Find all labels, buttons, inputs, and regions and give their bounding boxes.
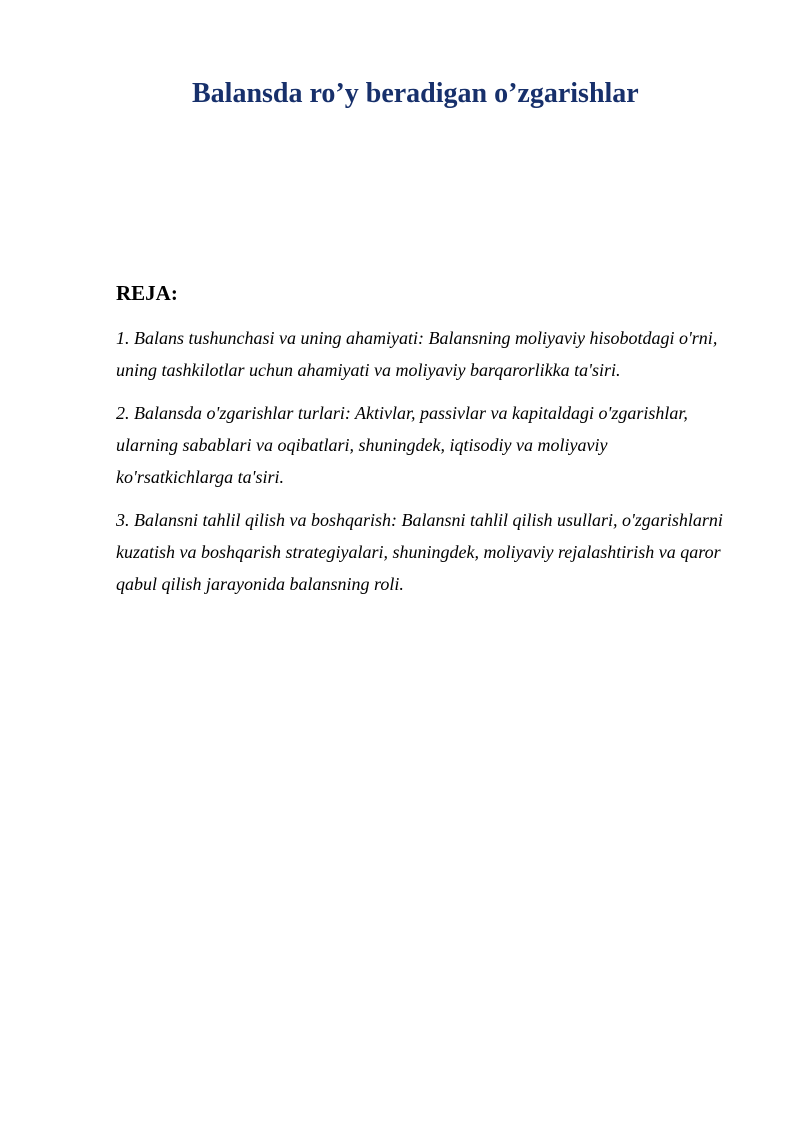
plan-heading: REJA: <box>116 281 178 305</box>
plan-item-1: 1. Balans tushunchasi va uning ahamiyati: Balansning moliyaviy hisobotdagi o'rni, uning tashkilotlar uchun ahamiyati va moliyaviy barqarorlikka ta'siri. <box>116 328 718 380</box>
document-title: Balansda ro’y beradigan o’zgarishlar <box>192 78 639 109</box>
plan-item-3: 3. Balansni tahlil qilish va boshqarish: Balansni tahlil qilish usullari, o'zgarishlarni kuzatish va boshqarish strategiyalari, shuningdek, moliyaviy rejalashtirish va qaror qabul qilish jarayonida balansning roli. <box>116 510 723 594</box>
plan-item-2: 2. Balansda o'zgarishlar turlari: Aktivlar, passivlar va kapitaldagi o'zgarishlar, ularning sabablari va oqibatlari, shuningdek, iqtisodiy va moliyaviy ko'rsatkichlarga ta'siri. <box>116 403 688 487</box>
plan-list <box>116 322 726 611</box>
